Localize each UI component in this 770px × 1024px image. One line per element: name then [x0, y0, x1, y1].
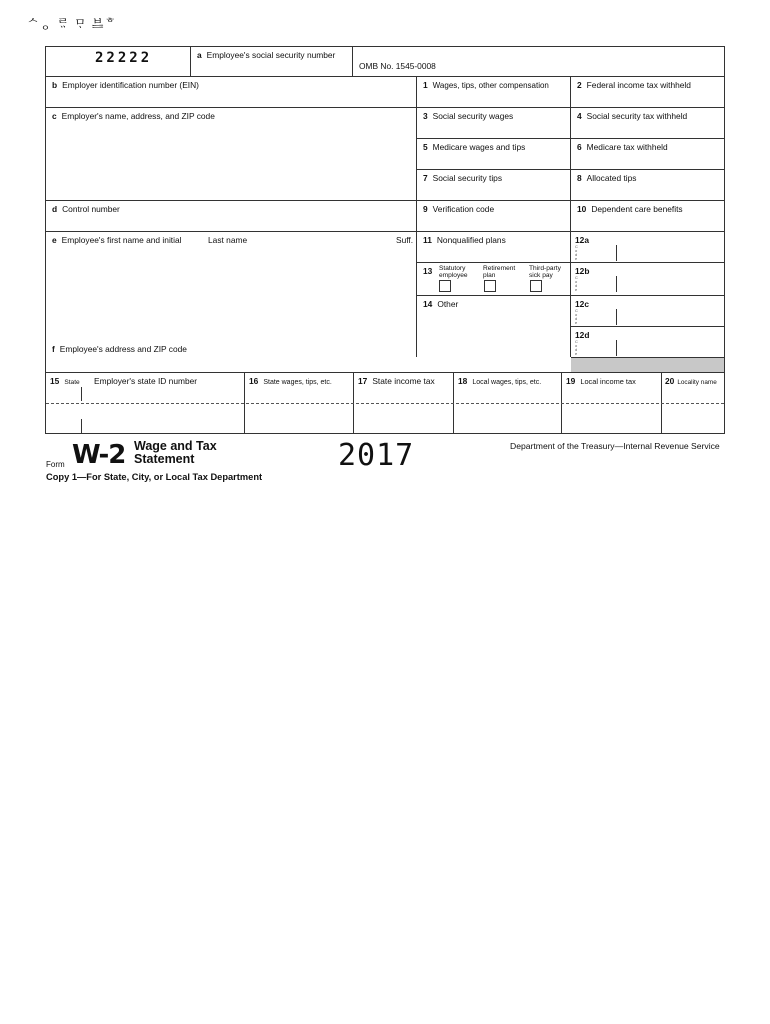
copy-designation: Copy 1—For State, City, or Local Tax Department: [46, 472, 263, 482]
code-divider: [616, 340, 617, 356]
amount-12b-input[interactable]: [621, 277, 725, 293]
third-party-label: Third-party sick pay: [529, 265, 561, 279]
box-4: 4 Social security tax withheld: [571, 108, 724, 139]
box-e-label: Employee's first name and initial: [61, 235, 182, 245]
code-label: Code: [575, 275, 578, 292]
box-4-label: Social security tax withheld: [586, 111, 688, 121]
medicare-wages-input[interactable]: [425, 153, 564, 167]
box-11: 11 Nonqualified plans: [417, 232, 571, 263]
allocated-tips-input[interactable]: [579, 184, 718, 198]
box-e: e Employee's first name and initial Last name Suff. f Employee's address and ZIP code: [46, 232, 417, 357]
ss-tips-input[interactable]: [425, 184, 564, 198]
ss-tax-input[interactable]: [579, 122, 718, 136]
box-15: 15 State Employer's state ID number: [46, 373, 245, 433]
box-5-label: Medicare wages and tips: [432, 142, 526, 152]
tax-year: 2017: [338, 438, 415, 473]
box-a-id: a: [197, 50, 202, 60]
box-15-label: Employer's state ID number: [94, 376, 198, 386]
box-f: f Employee's address and ZIP code: [52, 344, 187, 354]
code-12c-input[interactable]: [581, 310, 617, 326]
code-divider: [616, 245, 617, 261]
form-title-line1: Wage and Tax: [134, 439, 217, 453]
amount-12a-input[interactable]: [621, 246, 725, 262]
box-15-state-label: State: [64, 379, 80, 386]
code-divider: [616, 276, 617, 292]
box-a: [191, 47, 353, 77]
box-2-label: Federal income tax withheld: [586, 80, 691, 90]
box-7-label: Social security tips: [432, 173, 503, 183]
box-13: 13 Statutory employee Retirement plan Third-party sick pay: [417, 263, 571, 296]
statutory-employee-checkbox[interactable]: [439, 280, 451, 292]
box-17: 17 State income tax: [354, 373, 454, 433]
form-name: W-2: [72, 440, 126, 470]
box-3: 3 Social security wages: [417, 108, 571, 139]
control-number-input[interactable]: [54, 215, 410, 229]
code-label: Code: [575, 308, 578, 325]
federal-tax-input[interactable]: [579, 91, 718, 105]
wages-input[interactable]: [425, 91, 564, 105]
box-a-label: Employee's social security number: [206, 50, 336, 60]
box-c-label: Employer's name, address, and ZIP code: [61, 111, 215, 121]
box-12d: 12d Code: [571, 327, 724, 358]
box-10: 10 Dependent care benefits: [571, 201, 724, 232]
box-18-label: Local wages, tips, etc.: [472, 379, 542, 386]
employee-name-input[interactable]: [54, 248, 408, 343]
code-label: Code: [575, 244, 578, 261]
box-12a: 12a Code: [571, 232, 724, 263]
omb-box: [353, 47, 724, 77]
ocr-code: 22222: [95, 50, 153, 66]
box-1-label: Wages, tips, other compensation: [432, 81, 549, 90]
amount-12c-input[interactable]: [621, 310, 725, 326]
medicare-tax-input[interactable]: [579, 153, 718, 167]
ocr-code-box: [46, 47, 191, 77]
state-divider-2: [81, 419, 82, 433]
form-word: Form: [46, 460, 65, 469]
form-title-line2: Statement: [134, 452, 195, 466]
dashed-separator: [46, 403, 724, 404]
department-text: Department of the Treasury—Internal Revenue Service: [510, 441, 720, 451]
box-11-label: Nonqualified plans: [436, 235, 506, 245]
box-b-label: Employer identification number (EIN): [62, 80, 199, 90]
third-party-sick-pay-checkbox[interactable]: [530, 280, 542, 292]
box-6-label: Medicare tax withheld: [586, 142, 668, 152]
ss-wages-input[interactable]: [425, 122, 564, 136]
header-text: ᄉᆼ ᄅᆢ ᄆᆞ ᄇᆖᄒ: [27, 17, 117, 31]
box-14-label: Other: [437, 299, 459, 309]
box-b: b Employer identification number (EIN): [46, 77, 417, 108]
box-20-label: Locality name: [677, 379, 717, 386]
box-20: 20 Locality name: [665, 376, 717, 386]
verification-code-input[interactable]: [425, 215, 564, 229]
statutory-label: Statutory employee: [439, 265, 468, 279]
retirement-label: Retirement plan: [483, 265, 516, 279]
box-9-label: Verification code: [432, 204, 495, 214]
retirement-plan-checkbox[interactable]: [484, 280, 496, 292]
ein-input[interactable]: [54, 91, 410, 105]
code-12a-input[interactable]: [581, 246, 617, 262]
box-16: 16 State wages, tips, etc.: [245, 373, 354, 433]
box-9: 9 Verification code: [417, 201, 571, 232]
box-d: d Control number: [46, 201, 417, 232]
box-12b: 12b Code: [571, 263, 724, 296]
box-19: 19 Local income tax: [562, 373, 662, 433]
box-18: 18 Local wages, tips, etc.: [454, 373, 562, 433]
box-17-label: State income tax: [372, 376, 435, 386]
box-d-label: Control number: [62, 204, 120, 214]
form-title: [134, 440, 217, 466]
state-divider-1: [81, 387, 82, 401]
box-6: 6 Medicare tax withheld: [571, 139, 724, 170]
box-16-label: State wages, tips, etc.: [263, 379, 332, 386]
nonqualified-plans-input[interactable]: [425, 246, 564, 260]
box-10-label: Dependent care benefits: [591, 204, 683, 214]
box-2: 2 Federal income tax withheld: [571, 77, 724, 108]
omb-number: OMB No. 1545-0008: [359, 61, 436, 71]
amount-12d-input[interactable]: [621, 341, 725, 357]
other-input[interactable]: [425, 312, 564, 353]
employer-address-input[interactable]: [54, 124, 408, 196]
box-f-label: Employee's address and ZIP code: [59, 344, 187, 354]
shaded-area: [571, 358, 724, 373]
box-14: 14 Other: [417, 296, 571, 357]
box-19-label: Local income tax: [580, 377, 636, 386]
box-12c: 12c Code: [571, 296, 724, 327]
box-7: 7 Social security tips: [417, 170, 571, 201]
ssn-input[interactable]: [199, 60, 346, 74]
code-12d-input[interactable]: [581, 341, 617, 357]
box-e-last-name: Last name: [208, 235, 248, 245]
box-e-suffix: Suff.: [396, 235, 414, 245]
code-divider: [616, 309, 617, 325]
box-1: 1 Wages, tips, other compensation: [417, 77, 571, 108]
box-8-label: Allocated tips: [586, 173, 637, 183]
code-label: Code: [575, 339, 578, 356]
box-8: 8 Allocated tips: [571, 170, 724, 201]
box-c: c Employer's name, address, and ZIP code: [46, 108, 417, 201]
state-id-input-2[interactable]: [86, 417, 240, 433]
dependent-care-input[interactable]: [579, 215, 718, 229]
code-12b-input[interactable]: [581, 277, 617, 293]
state-id-input-1[interactable]: [86, 387, 240, 403]
box-3-label: Social security wages: [432, 111, 514, 121]
w2-form: [45, 46, 725, 434]
box-5: 5 Medicare wages and tips: [417, 139, 571, 170]
